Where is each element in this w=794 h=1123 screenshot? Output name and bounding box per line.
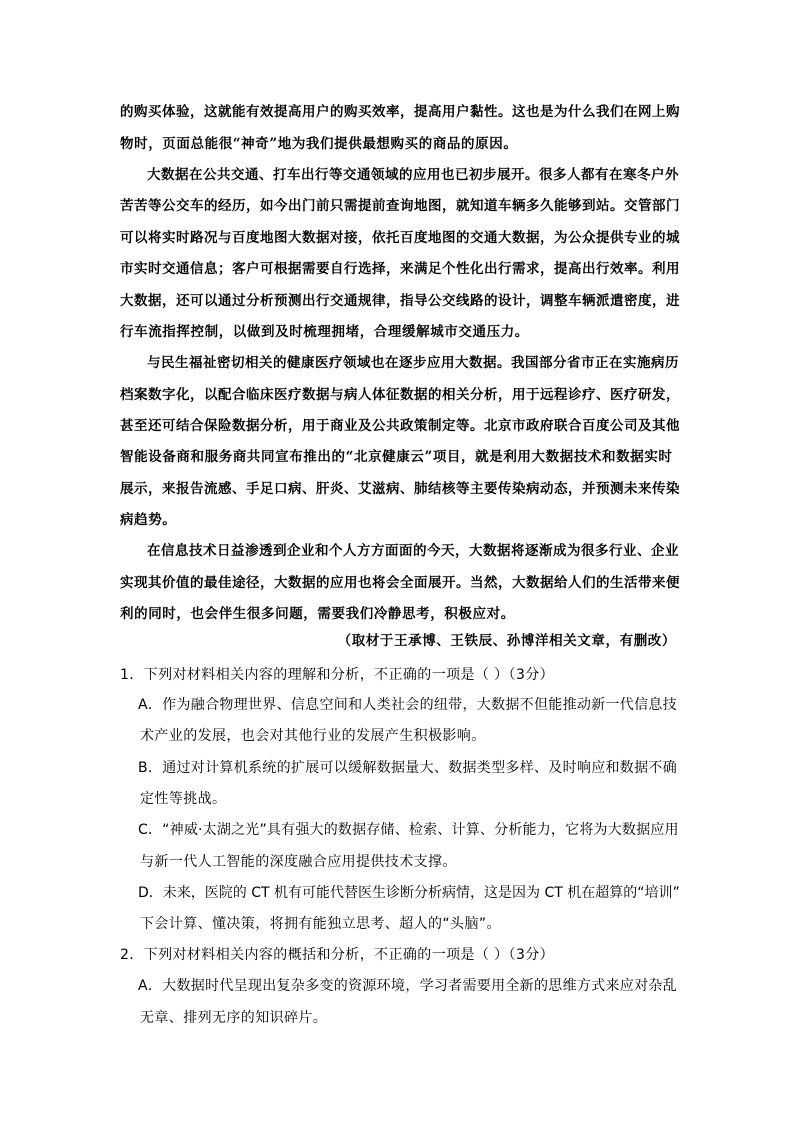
option-d-continued: 下会计算、懂决策，将拥有能独立思考、超人的“头脑”。	[140, 916, 501, 932]
option-a: A．作为融合物理世界、信息空间和人类社会的纽带，大数据不但能推动新一代信息技	[138, 697, 677, 713]
option-b-continued: 定性等挑战。	[140, 791, 227, 807]
option-a-continued: 术产业的发展，也会对其他行业的发展产生积极影响。	[140, 728, 486, 744]
paragraph-line: 智能设备商和服务商共同宣布推出的“北京健康云”项目，就是利用大数据技术和数据实时	[120, 449, 673, 465]
paragraph-line: 行车流指挥控制，以做到及时梳理拥堵，合理缓解城市交通压力。	[120, 324, 529, 340]
paragraph-line: 实现其价值的最佳途径，大数据的应用也将会全面展开。当然，大数据给人们的生活带来便	[120, 575, 680, 591]
paragraph-line: 的购买体验，这就能有效提高用户的购买效率，提高用户黏性。这也是为什么我们在网上购	[120, 104, 680, 120]
option-d: D．未来，医院的 CT 机有可能代替医生诊断分析病情，这是因为 CT 机在超算的“培训”	[138, 885, 680, 901]
source-attribution: （取材于王承博、王铁辰、孙博洋相关文章，有删改）	[337, 633, 676, 649]
option-a-continued: 无章、排列无序的知识碎片。	[140, 1010, 328, 1026]
paragraph-line: 在信息技术日益渗透到企业和个人方方面面的今天，大数据将逐渐成为很多行业、企业	[147, 543, 679, 559]
paragraph-line: 与民生福祉密切相关的健康医疗领域也在逐步应用大数据。我国部分省市正在实施病历	[147, 355, 679, 371]
paragraph-line: 档案数字化，以配合临床医疗数据与病人体征数据的相关分析，用于远程诊疗、医疗研发，	[120, 387, 680, 403]
paragraph-line: 物时，页面总能很“神奇”地为我们提供最想购买的商品的原因。	[120, 136, 518, 152]
paragraph-line: 可以将实时路况与百度地图大数据对接，依托百度地图的交通大数据，为公众提供专业的城	[120, 230, 680, 246]
paragraph-line: 大数据，还可以通过分析预测出行交通规律，指导公交线路的设计，调整车辆派遣密度，进	[120, 293, 680, 309]
question-stem: 1．下列对材料相关内容的理解和分析，不正确的一项是（ ）（3分）	[120, 667, 555, 683]
paragraph-line: 大数据在公共交通、打车出行等交通领域的应用也已初步展开。很多人都有在寒冬户外	[147, 167, 679, 183]
paragraph-line: 苦苦等公交车的经历，如今出门前只需提前查询地图，就知道车辆多久能够到站。交管部门	[120, 198, 680, 214]
paragraph-line: 病趋势。	[120, 512, 177, 528]
paragraph-line: 甚至还可结合保险数据分析，用于商业及公共政策制定等。北京市政府联合百度公司及其他	[120, 418, 680, 434]
option-c-continued: 与新一代人工智能的深度融合应用提供技术支撑。	[140, 854, 457, 870]
paragraph-line: 市实时交通信息；客户可根据需要自行选择，来满足个性化出行需求，提高出行效率。利用	[120, 261, 680, 277]
question-stem: 2．下列对材料相关内容的概括和分析，不正确的一项是（ ）（3分）	[120, 947, 555, 963]
option-b: B．通过对计算机系统的扩展可以缓解数据量大、数据类型多样、及时响应和数据不确	[138, 760, 678, 776]
option-c: C．“神威·太湖之光”具有强大的数据存储、检索、计算、分析能力，它将为大数据应用	[138, 822, 679, 838]
option-a: A．大数据时代呈现出复杂多变的资源环境，学习者需要用全新的思维方式来应对杂乱	[138, 978, 677, 994]
paragraph-line: 利的同时，也会伴生很多问题，需要我们冷静思考，积极应对。	[120, 606, 515, 622]
paragraph-line: 展示，来报告流感、手足口病、肝炎、艾滋病、肺结核等主要传染病动态，并预测未来传染	[120, 481, 680, 497]
